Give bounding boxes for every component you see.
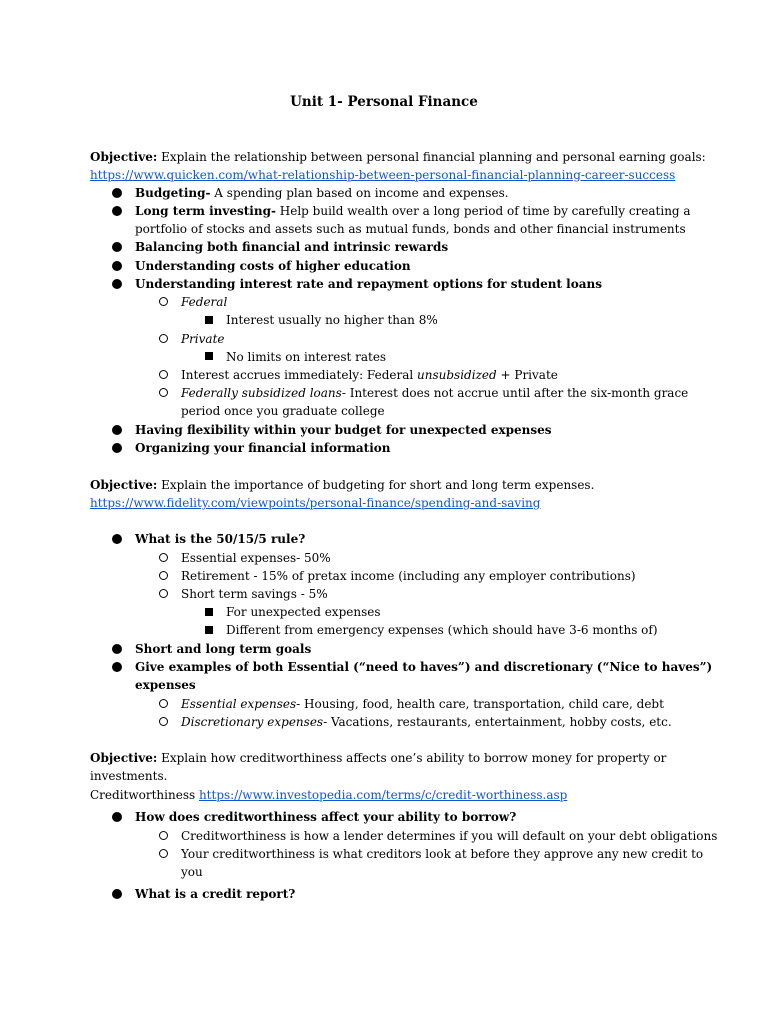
square-bullet-icon bbox=[205, 608, 213, 616]
item-italic: unsubsidized bbox=[417, 368, 497, 382]
sub-item-retirement: Retirement - 15% of pretax income (including any employer contributions) bbox=[181, 569, 636, 583]
sub-sub-item-federal-detail: Interest usually no higher than 8% bbox=[226, 313, 438, 327]
item-label: Long term investing- bbox=[135, 204, 276, 218]
sub-item-subsidized bbox=[181, 384, 688, 402]
list-item-higher-ed: Understanding costs of higher education bbox=[135, 259, 411, 273]
creditworthiness-line bbox=[90, 786, 567, 804]
list-item-flexibility: Having flexibility within your budget for unexpected expenses bbox=[135, 423, 552, 437]
item-label: Discretionary expenses bbox=[181, 715, 324, 729]
list-item-borrow: How does creditworthiness affect your ability to borrow? bbox=[135, 810, 517, 824]
sub-item-essential: Essential expenses- 50% bbox=[181, 551, 331, 565]
list-item-goals: Short and long term goals bbox=[135, 642, 312, 656]
objective-3 bbox=[90, 749, 666, 767]
hollow-bullet-icon bbox=[159, 571, 168, 580]
page-title: Unit 1- Personal Finance bbox=[290, 94, 478, 110]
hollow-bullet-icon bbox=[159, 699, 168, 708]
bullet-icon bbox=[112, 534, 122, 544]
fidelity-link[interactable]: https://www.fidelity.com/viewpoints/personal-finance/spending-and-saving bbox=[90, 496, 541, 510]
resource-link-fidelity[interactable] bbox=[90, 494, 540, 512]
sub-sub-item-private-detail: No limits on interest rates bbox=[226, 350, 387, 364]
objective-label: Objective: bbox=[90, 150, 158, 164]
objective-1 bbox=[90, 148, 706, 166]
bullet-icon bbox=[112, 889, 122, 899]
objective-3-cont: investments. bbox=[90, 769, 168, 783]
objective-text: Explain the relationship between personal financial planning and personal earning goals: bbox=[157, 150, 706, 164]
sub-item-accrues bbox=[181, 366, 558, 384]
square-bullet-icon bbox=[205, 316, 213, 324]
hollow-bullet-icon bbox=[159, 831, 168, 840]
hollow-bullet-icon bbox=[159, 717, 168, 726]
item-text: A spending plan based on income and expenses. bbox=[210, 186, 509, 200]
objective-label: Objective: bbox=[90, 478, 158, 492]
item-text: - Interest does not accrue until after the six-month grace bbox=[341, 386, 689, 400]
sub-sub-item-emergency: Different from emergency expenses (which should have 3-6 months of) bbox=[226, 623, 658, 637]
list-item-examples: Give examples of both Essential (“need to haves”) and discretionary (“Nice to haves”) bbox=[135, 660, 713, 674]
item-text: Creditworthiness bbox=[90, 788, 199, 802]
bullet-icon bbox=[112, 812, 122, 822]
investopedia-link[interactable]: https://www.investopedia.com/terms/c/credit-worthiness.asp bbox=[198, 788, 568, 802]
bullet-icon bbox=[112, 425, 122, 435]
bullet-icon bbox=[112, 662, 122, 672]
sub-item-cw-look-cont: you bbox=[181, 865, 203, 879]
sub-item-short-savings: Short term savings - 5% bbox=[181, 587, 328, 601]
hollow-bullet-icon bbox=[159, 553, 168, 562]
hollow-bullet-icon bbox=[159, 849, 168, 858]
item-label: Federally subsidized loans bbox=[181, 386, 342, 400]
sub-item-essential-expenses bbox=[181, 695, 664, 713]
quicken-link[interactable]: https://www.quicken.com/what-relationship-between-personal-financial-planning-career-success bbox=[90, 168, 676, 182]
bullet-icon bbox=[112, 242, 122, 252]
sub-item-subsidized-cont: period once you graduate college bbox=[181, 404, 385, 418]
list-item-budgeting bbox=[135, 184, 509, 202]
list-item-investing bbox=[135, 202, 691, 220]
bullet-icon bbox=[112, 279, 122, 289]
list-item-credit-report: What is a credit report? bbox=[135, 887, 296, 901]
item-text: - Housing, food, health care, transportation, child care, debt bbox=[296, 697, 664, 711]
item-label: Essential expenses bbox=[181, 697, 297, 711]
item-label: Budgeting- bbox=[135, 186, 211, 200]
hollow-bullet-icon bbox=[159, 589, 168, 598]
sub-item-cw-look: Your creditworthiness is what creditors look at before they approve any new credit to bbox=[181, 847, 704, 861]
resource-link-quicken[interactable] bbox=[90, 166, 675, 184]
hollow-bullet-icon bbox=[159, 370, 168, 379]
sub-item-discretionary-expenses bbox=[181, 713, 672, 731]
objective-2 bbox=[90, 476, 594, 494]
item-text: - Vacations, restaurants, entertainment, hobby costs, etc. bbox=[323, 715, 672, 729]
bullet-icon bbox=[112, 188, 122, 198]
bullet-icon bbox=[112, 261, 122, 271]
sub-item-private: Private bbox=[181, 332, 225, 346]
square-bullet-icon bbox=[205, 626, 213, 634]
objective-label: Objective: bbox=[90, 751, 158, 765]
list-item-organizing: Organizing your financial information bbox=[135, 441, 391, 455]
hollow-bullet-icon bbox=[159, 388, 168, 397]
objective-text: Explain the importance of budgeting for short and long term expenses. bbox=[157, 478, 595, 492]
square-bullet-icon bbox=[205, 352, 213, 360]
objective-text: Explain how creditworthiness affects one’s ability to borrow money for property or bbox=[157, 751, 667, 765]
item-text: Help build wealth over a long period of time by carefully creating a bbox=[275, 204, 691, 218]
list-item-balancing: Balancing both financial and intrinsic rewards bbox=[135, 240, 449, 254]
bullet-icon bbox=[112, 443, 122, 453]
sub-sub-item-unexpected: For unexpected expenses bbox=[226, 605, 381, 619]
list-item-investing-cont: portfolio of stocks and assets such as mutual funds, bonds and other financial instruments bbox=[135, 222, 686, 236]
list-item-rule: What is the 50/15/5 rule? bbox=[135, 532, 306, 546]
list-item-examples-cont: expenses bbox=[135, 678, 196, 692]
bullet-icon bbox=[112, 206, 122, 216]
bullet-icon bbox=[112, 644, 122, 654]
list-item-loans: Understanding interest rate and repayment options for student loans bbox=[135, 277, 603, 291]
item-text: Interest accrues immediately: Federal bbox=[181, 368, 418, 382]
sub-item-federal: Federal bbox=[181, 295, 228, 309]
hollow-bullet-icon bbox=[159, 334, 168, 343]
item-text: + Private bbox=[496, 368, 558, 382]
hollow-bullet-icon bbox=[159, 297, 168, 306]
sub-item-cw-def: Creditworthiness is how a lender determines if you will default on your debt obligations bbox=[181, 829, 718, 843]
